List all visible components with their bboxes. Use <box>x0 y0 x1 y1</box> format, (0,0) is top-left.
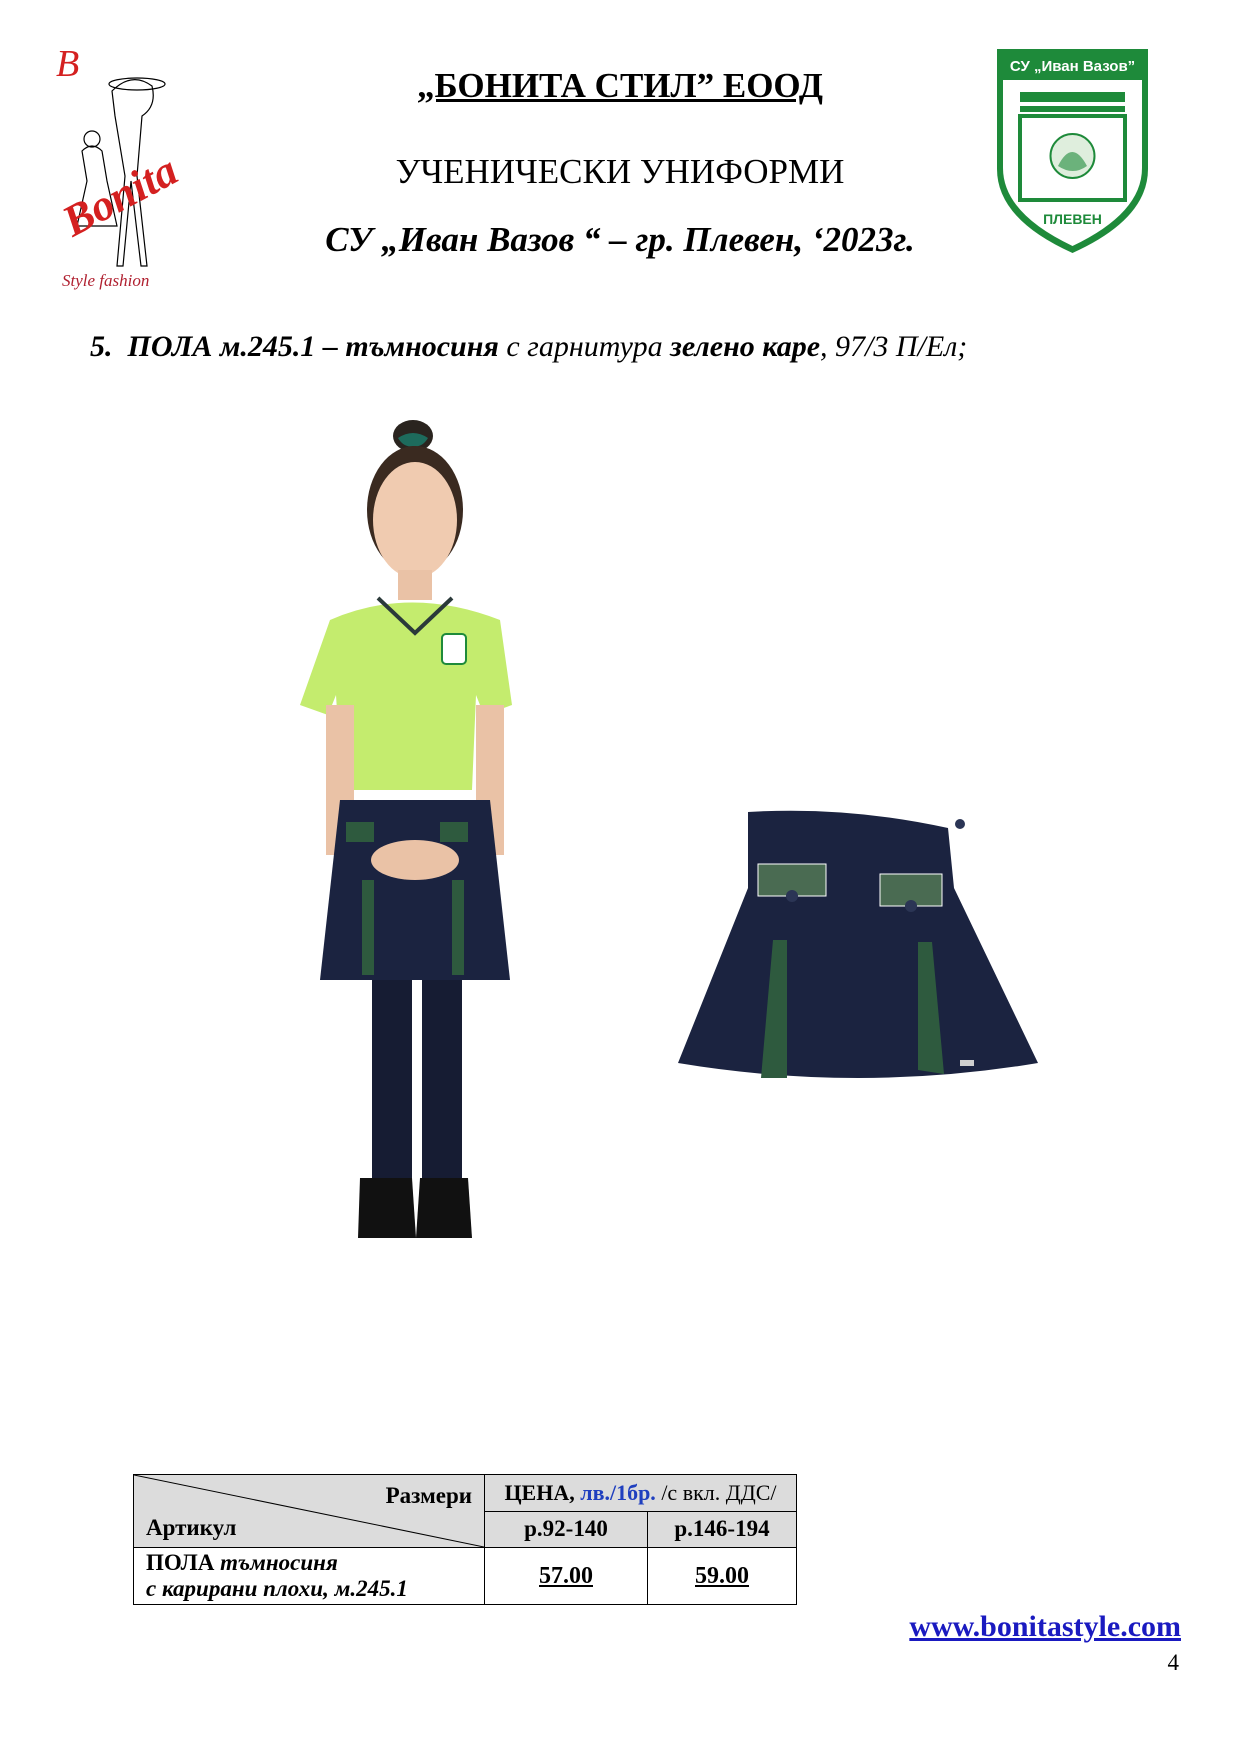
table-header-diagonal <box>134 1475 485 1548</box>
school-emblem <box>994 46 1151 256</box>
document-subtitle: УЧЕНИЧЕСКИ УНИФОРМИ <box>395 152 845 191</box>
size-header-1: р.92-140 <box>485 1511 648 1548</box>
bonita-logo-text: Bonita <box>54 145 186 247</box>
company-name: „БОНИТА СТИЛ” ЕООД <box>416 66 823 105</box>
price-size-2: 59.00 <box>648 1548 797 1605</box>
size-header-2: р.146-194 <box>648 1511 797 1548</box>
skirt-photo <box>678 802 1038 1092</box>
price-header: ЦЕНА, лв./1бр. /с вкл. ДДС/ <box>485 1475 797 1512</box>
website-link[interactable]: www.bonitastyle.com <box>909 1610 1181 1643</box>
item-description: 5. ПОЛА м.245.1 – тъмносиня с гарнитура зелено каре, 97/3 П/Ел; <box>90 330 968 363</box>
item-name: ПОЛА м.245.1 – тъмносиня <box>127 330 499 363</box>
bonita-logo-letter: B <box>56 43 80 85</box>
article-name: ПОЛА тъмносиня с карирани плохи, м.245.1 <box>134 1548 485 1605</box>
sizes-header: Размери <box>385 1483 472 1508</box>
article-header: Артикул <box>146 1515 237 1540</box>
school-emblem-name: СУ „Иван Вазов” <box>1009 58 1136 75</box>
school-emblem-city: ПЛЕВЕН <box>1043 211 1102 227</box>
model-photo <box>290 420 560 1450</box>
bonita-logo-tagline: Style fashion <box>62 271 150 290</box>
page-number: 4 <box>1167 1650 1179 1675</box>
item-number: 5. <box>90 330 113 363</box>
price-size-1: 57.00 <box>485 1548 648 1605</box>
bonita-logo <box>52 36 202 294</box>
table-row <box>134 1548 797 1605</box>
school-line: СУ „Иван Вазов “ – гр. Плевен, ‘2023г. <box>325 220 915 259</box>
price-table <box>133 1474 797 1605</box>
